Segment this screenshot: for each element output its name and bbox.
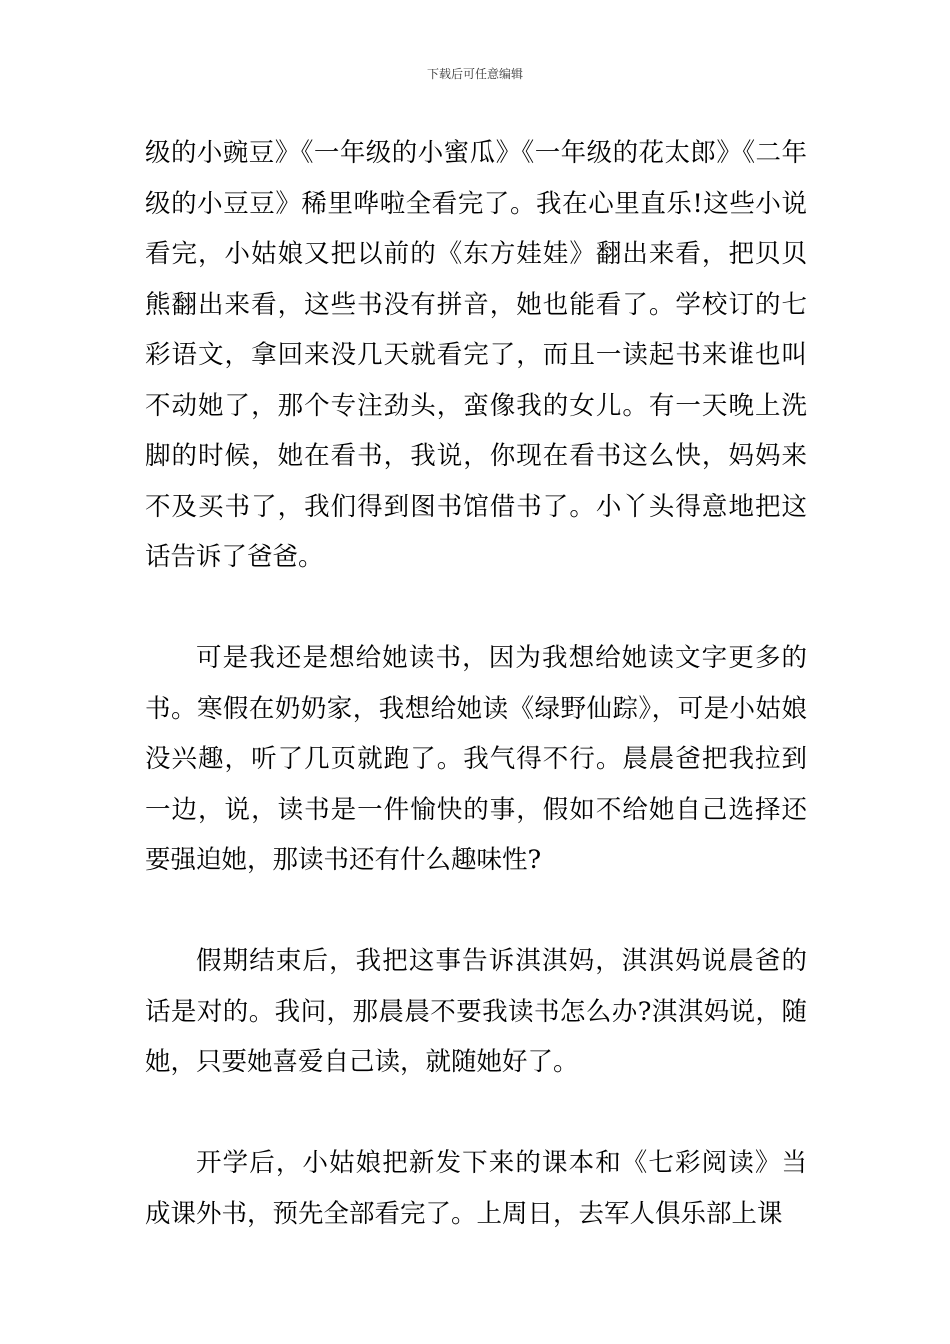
paragraph-1: 级的小豌豆》《一年级的小蜜瓜》《一年级的花太郎》《二年级的小豆豆》稀里哗啦全看完了。我在心里直乐!这些小说看完，小姑娘又把以前的《东方娃娃》翻出来看，把贝贝熊翻出来看，这些书没有拼音，她也能看了。学校订的七彩语文，拿回来没几天就看完了，而且一读起书来谁也叫不动她了，那个专注劲头，蛮像我的女儿。有一天晚上洗脚的时候，她在看书，我说，你现在看书这么快，妈妈来不及买书了，我们得到图书馆借书了。小丫头得意地把这话告诉了爸爸。: [145, 138, 807, 572]
paragraph-spacer: [145, 583, 807, 634]
paragraph-4: 开学后，小姑娘把新发下来的课本和《七彩阅读》当成课外书，预先全部看完了。上周日，去军人俱乐部上课: [145, 1148, 807, 1229]
paragraph-2: 可是我还是想给她读书，因为我想给她读文字更多的书。寒假在奶奶家，我想给她读《绿野仙踪》，可是小姑娘没兴趣，听了几页就跑了。我气得不行。晨晨爸把我拉到一边，说，读书是一件愉快的事，假如不给她自己选择还要强迫她，那读书还有什么趣味性?: [145, 643, 807, 875]
paragraph-spacer: [145, 1088, 807, 1139]
paragraph-3: 假期结束后，我把这事告诉淇淇妈，淇淇妈说晨爸的话是对的。我问，那晨晨不要我读书怎么办?淇淇妈说，随她，只要她喜爱自己读，就随她好了。: [145, 946, 807, 1077]
document-body: [145, 128, 807, 1239]
page-header: 下载后可任意编辑: [426, 67, 523, 81]
paragraph-spacer: [145, 886, 807, 937]
